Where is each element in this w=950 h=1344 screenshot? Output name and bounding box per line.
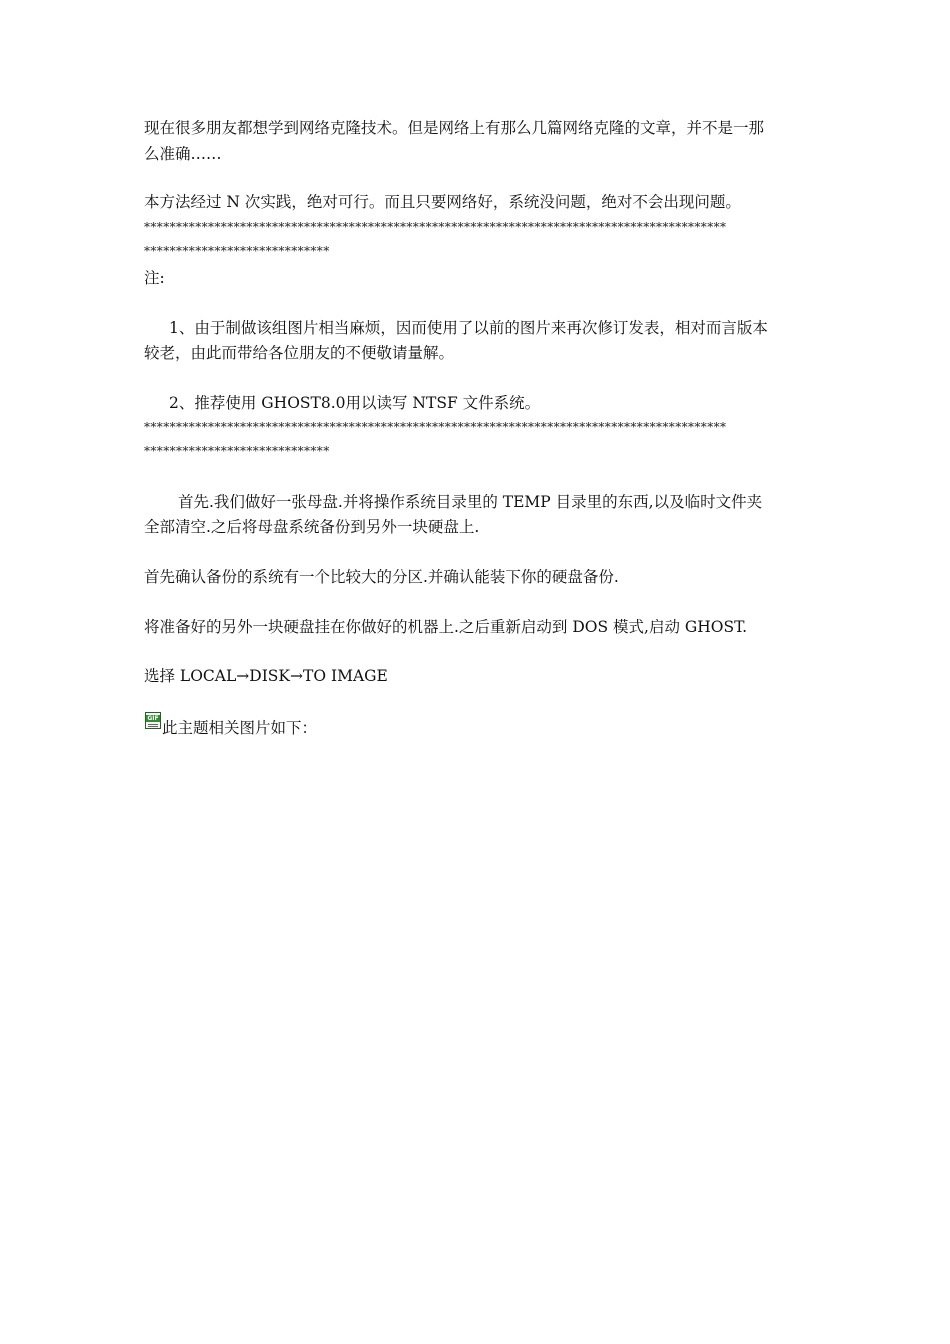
step-1-line-1: 首先.我们做好一张母盘.并将操作系统目录里的 TEMP 目录里的东西,以及临时文件夹 [178, 493, 763, 511]
step-2: 首先确认备份的系统有一个比较大的分区.并确认能装下你的硬盘备份. [144, 568, 619, 586]
step-1-line-2: 全部清空.之后将母盘系统备份到另外一块硬盘上. [144, 518, 480, 536]
gif-file-icon[interactable] [145, 712, 161, 729]
step-3: 将准备好的另外一块硬盘挂在你做好的机器上.之后重新启动到 DOS 模式,启动 GHOST. [144, 618, 748, 636]
note-label: 注: [144, 269, 165, 287]
gif-icon-label: GIF [147, 715, 159, 722]
separator-stars-1a: ******************************************************************************************* [144, 220, 727, 234]
intro-line-2: 么准确…… [144, 145, 222, 163]
step-4: 选择 LOCAL→DISK→TO IMAGE [144, 667, 388, 685]
separator-stars-2a: ******************************************************************************************* [144, 420, 727, 434]
separator-stars-1b: ***************************** [144, 244, 330, 258]
method-statement: 本方法经过 N 次实践，绝对可行。而且只要网络好，系统没问题，绝对不会出现问题。 [144, 193, 741, 211]
image-caption: 此主题相关图片如下： [162, 719, 318, 737]
gif-icon-line [148, 724, 158, 725]
note-1-line-1: 1、由于制做该组图片相当麻烦，因而使用了以前的图片来再次修订发表，相对而言版本 [169, 319, 768, 337]
separator-stars-2b: ***************************** [144, 444, 330, 458]
note-1-line-2: 较老，由此而带给各位朋友的不便敬请量解。 [144, 344, 455, 362]
gif-icon-line [148, 726, 158, 727]
note-2: 2、推荐使用 GHOST8.0用以读写 NTSF 文件系统。 [169, 394, 541, 412]
intro-line-1: 现在很多朋友都想学到网络克隆技术。但是网络上有那么几篇网络克隆的文章，并不是一那 [144, 119, 765, 137]
